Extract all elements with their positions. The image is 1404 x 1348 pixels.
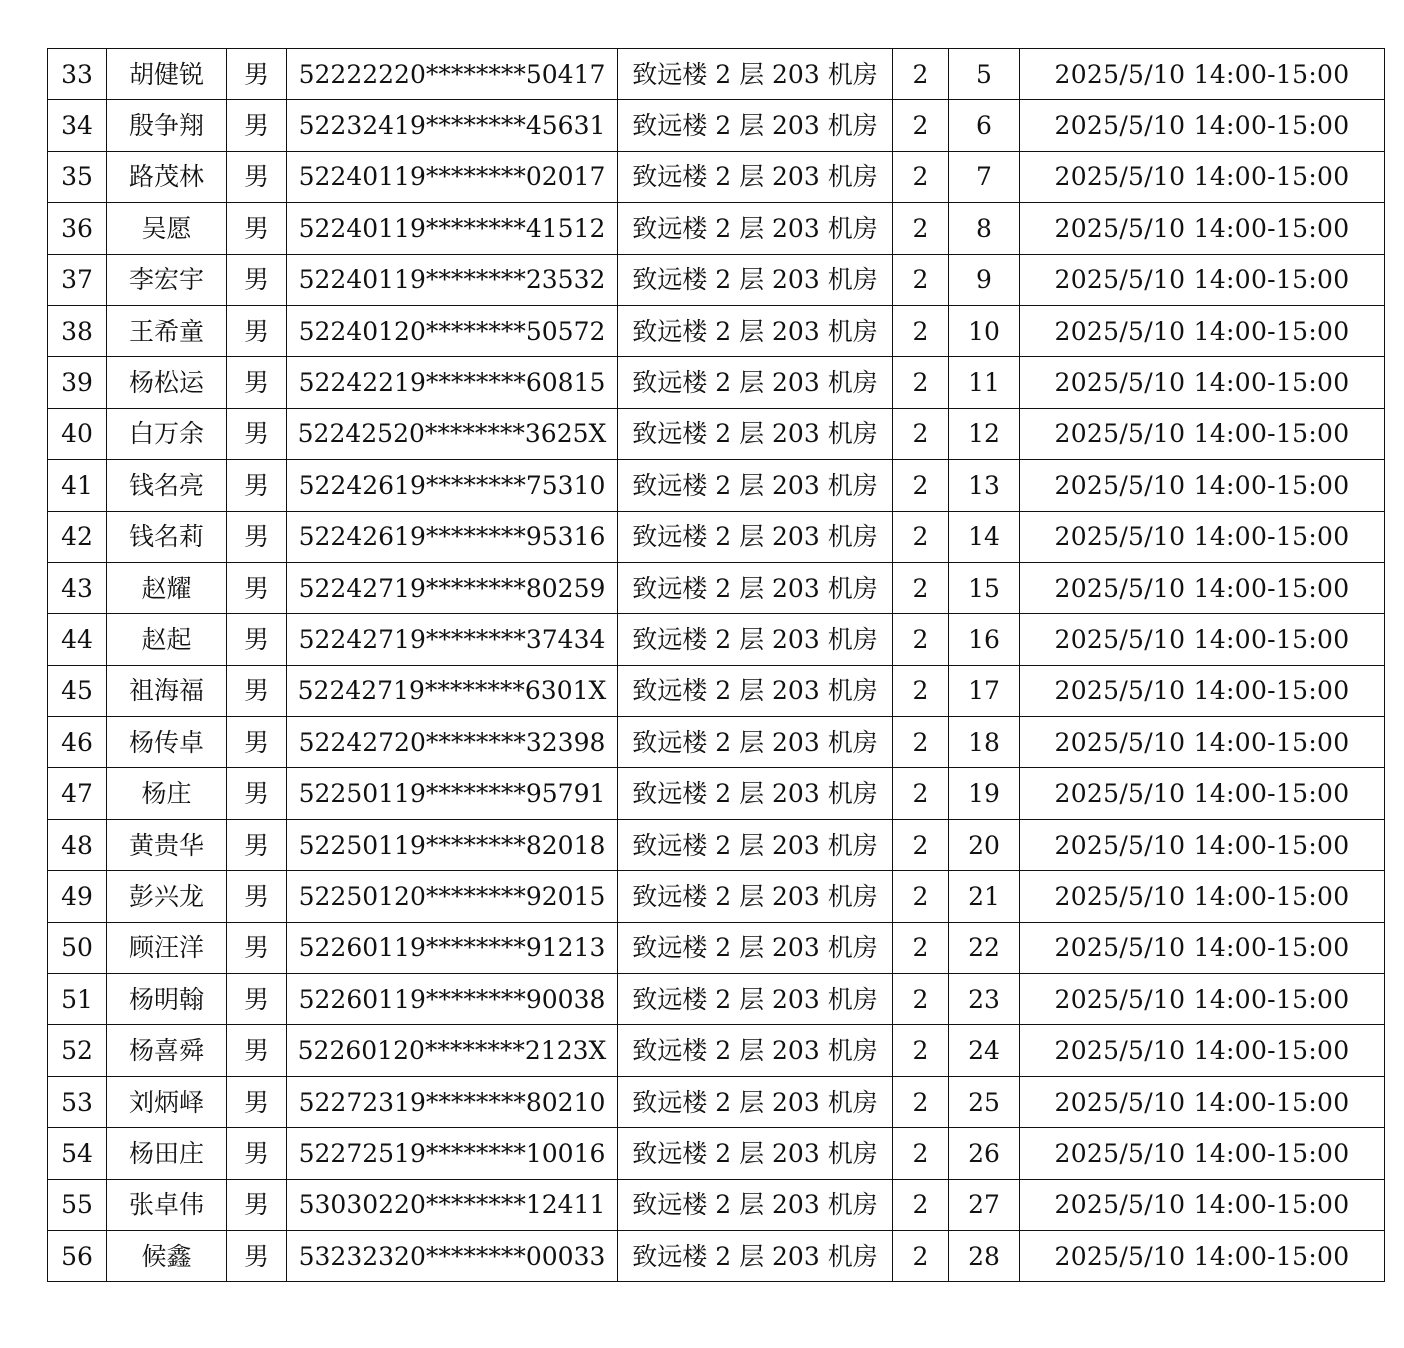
- exam-time-cell: 2025/5/10 14:00-15:00: [1020, 1230, 1385, 1281]
- seat-number-cell: 19: [949, 768, 1020, 819]
- exam-location-cell: 致远楼 2 层 203 机房: [618, 100, 893, 151]
- row-number-cell: 47: [48, 768, 107, 819]
- table-row: [48, 1179, 1385, 1230]
- name-cell: 杨传卓: [107, 717, 227, 768]
- seat-number-cell: 6: [949, 100, 1020, 151]
- exam-location-cell: 致远楼 2 层 203 机房: [618, 408, 893, 459]
- exam-location-cell: 致远楼 2 层 203 机房: [618, 1179, 893, 1230]
- row-number-cell: 51: [48, 974, 107, 1025]
- gender-cell: 男: [227, 922, 287, 973]
- exam-time-cell: 2025/5/10 14:00-15:00: [1020, 768, 1385, 819]
- exam-time-cell: 2025/5/10 14:00-15:00: [1020, 871, 1385, 922]
- seat-number-cell: 20: [949, 819, 1020, 870]
- room-cell: 2: [893, 151, 949, 202]
- gender-cell: 男: [227, 819, 287, 870]
- seat-number-cell: 26: [949, 1128, 1020, 1179]
- row-number-cell: 35: [48, 151, 107, 202]
- exam-time-cell: 2025/5/10 14:00-15:00: [1020, 511, 1385, 562]
- exam-location-cell: 致远楼 2 层 203 机房: [618, 871, 893, 922]
- name-cell: 钱名亮: [107, 460, 227, 511]
- table-row: [48, 49, 1385, 100]
- exam-time-cell: 2025/5/10 14:00-15:00: [1020, 460, 1385, 511]
- exam-location-cell: 致远楼 2 层 203 机房: [618, 203, 893, 254]
- table-row: [48, 1230, 1385, 1281]
- gender-cell: 男: [227, 768, 287, 819]
- gender-cell: 男: [227, 100, 287, 151]
- exam-location-cell: 致远楼 2 层 203 机房: [618, 562, 893, 613]
- seat-number-cell: 14: [949, 511, 1020, 562]
- row-number-cell: 34: [48, 100, 107, 151]
- room-cell: 2: [893, 871, 949, 922]
- gender-cell: 男: [227, 1128, 287, 1179]
- exam-time-cell: 2025/5/10 14:00-15:00: [1020, 408, 1385, 459]
- seat-number-cell: 25: [949, 1076, 1020, 1127]
- exam-time-cell: 2025/5/10 14:00-15:00: [1020, 1025, 1385, 1076]
- table-row: [48, 203, 1385, 254]
- room-cell: 2: [893, 511, 949, 562]
- seat-number-cell: 9: [949, 254, 1020, 305]
- room-cell: 2: [893, 1076, 949, 1127]
- name-cell: 赵耀: [107, 562, 227, 613]
- name-cell: 赵起: [107, 614, 227, 665]
- gender-cell: 男: [227, 562, 287, 613]
- seat-number-cell: 17: [949, 665, 1020, 716]
- room-cell: 2: [893, 922, 949, 973]
- exam-location-cell: 致远楼 2 层 203 机房: [618, 768, 893, 819]
- exam-time-cell: 2025/5/10 14:00-15:00: [1020, 717, 1385, 768]
- table-row: [48, 460, 1385, 511]
- exam-time-cell: 2025/5/10 14:00-15:00: [1020, 974, 1385, 1025]
- room-cell: 2: [893, 305, 949, 356]
- seat-number-cell: 5: [949, 49, 1020, 100]
- name-cell: 候鑫: [107, 1230, 227, 1281]
- table-row: [48, 614, 1385, 665]
- row-number-cell: 40: [48, 408, 107, 459]
- table-row: [48, 922, 1385, 973]
- name-cell: 顾汪洋: [107, 922, 227, 973]
- name-cell: 王希童: [107, 305, 227, 356]
- exam-time-cell: 2025/5/10 14:00-15:00: [1020, 819, 1385, 870]
- exam-location-cell: 致远楼 2 层 203 机房: [618, 819, 893, 870]
- exam-time-cell: 2025/5/10 14:00-15:00: [1020, 922, 1385, 973]
- gender-cell: 男: [227, 974, 287, 1025]
- id-number-cell: 52242719********6301X: [287, 665, 618, 716]
- gender-cell: 男: [227, 460, 287, 511]
- row-number-cell: 46: [48, 717, 107, 768]
- table-row: [48, 408, 1385, 459]
- seat-number-cell: 22: [949, 922, 1020, 973]
- name-cell: 钱名莉: [107, 511, 227, 562]
- row-number-cell: 53: [48, 1076, 107, 1127]
- id-number-cell: 52242719********37434: [287, 614, 618, 665]
- gender-cell: 男: [227, 614, 287, 665]
- table-row: [48, 974, 1385, 1025]
- id-number-cell: 52250120********92015: [287, 871, 618, 922]
- seat-number-cell: 24: [949, 1025, 1020, 1076]
- room-cell: 2: [893, 49, 949, 100]
- exam-time-cell: 2025/5/10 14:00-15:00: [1020, 203, 1385, 254]
- seat-number-cell: 12: [949, 408, 1020, 459]
- name-cell: 杨庄: [107, 768, 227, 819]
- id-number-cell: 53030220********12411: [287, 1179, 618, 1230]
- exam-time-cell: 2025/5/10 14:00-15:00: [1020, 1076, 1385, 1127]
- seat-number-cell: 27: [949, 1179, 1020, 1230]
- seat-number-cell: 23: [949, 974, 1020, 1025]
- id-number-cell: 52260120********2123X: [287, 1025, 618, 1076]
- exam-time-cell: 2025/5/10 14:00-15:00: [1020, 305, 1385, 356]
- name-cell: 杨明翰: [107, 974, 227, 1025]
- table-row: [48, 819, 1385, 870]
- room-cell: 2: [893, 717, 949, 768]
- id-number-cell: 52260119********91213: [287, 922, 618, 973]
- table-row: [48, 1076, 1385, 1127]
- table-row: [48, 562, 1385, 613]
- id-number-cell: 52240119********41512: [287, 203, 618, 254]
- id-number-cell: 52272319********80210: [287, 1076, 618, 1127]
- row-number-cell: 45: [48, 665, 107, 716]
- exam-location-cell: 致远楼 2 层 203 机房: [618, 357, 893, 408]
- row-number-cell: 56: [48, 1230, 107, 1281]
- name-cell: 杨松运: [107, 357, 227, 408]
- name-cell: 杨田庄: [107, 1128, 227, 1179]
- exam-time-cell: 2025/5/10 14:00-15:00: [1020, 665, 1385, 716]
- row-number-cell: 38: [48, 305, 107, 356]
- gender-cell: 男: [227, 408, 287, 459]
- room-cell: 2: [893, 614, 949, 665]
- row-number-cell: 39: [48, 357, 107, 408]
- seat-number-cell: 13: [949, 460, 1020, 511]
- name-cell: 张卓伟: [107, 1179, 227, 1230]
- id-number-cell: 52242520********3625X: [287, 408, 618, 459]
- exam-location-cell: 致远楼 2 层 203 机房: [618, 922, 893, 973]
- row-number-cell: 50: [48, 922, 107, 973]
- exam-location-cell: 致远楼 2 层 203 机房: [618, 511, 893, 562]
- id-number-cell: 52242619********75310: [287, 460, 618, 511]
- room-cell: 2: [893, 1128, 949, 1179]
- exam-location-cell: 致远楼 2 层 203 机房: [618, 974, 893, 1025]
- name-cell: 吴愿: [107, 203, 227, 254]
- exam-roster-table: [47, 48, 1385, 1282]
- roster-body: [48, 49, 1385, 1282]
- room-cell: 2: [893, 665, 949, 716]
- room-cell: 2: [893, 1025, 949, 1076]
- exam-time-cell: 2025/5/10 14:00-15:00: [1020, 357, 1385, 408]
- gender-cell: 男: [227, 305, 287, 356]
- exam-location-cell: 致远楼 2 层 203 机房: [618, 1076, 893, 1127]
- row-number-cell: 54: [48, 1128, 107, 1179]
- room-cell: 2: [893, 357, 949, 408]
- table-row: [48, 768, 1385, 819]
- exam-location-cell: 致远楼 2 层 203 机房: [618, 1025, 893, 1076]
- name-cell: 彭兴龙: [107, 871, 227, 922]
- gender-cell: 男: [227, 254, 287, 305]
- exam-location-cell: 致远楼 2 层 203 机房: [618, 151, 893, 202]
- gender-cell: 男: [227, 203, 287, 254]
- table-row: [48, 100, 1385, 151]
- id-number-cell: 53232320********00033: [287, 1230, 618, 1281]
- id-number-cell: 52242219********60815: [287, 357, 618, 408]
- id-number-cell: 52242720********32398: [287, 717, 618, 768]
- gender-cell: 男: [227, 871, 287, 922]
- gender-cell: 男: [227, 717, 287, 768]
- exam-time-cell: 2025/5/10 14:00-15:00: [1020, 562, 1385, 613]
- seat-number-cell: 7: [949, 151, 1020, 202]
- row-number-cell: 43: [48, 562, 107, 613]
- row-number-cell: 52: [48, 1025, 107, 1076]
- id-number-cell: 52222220********50417: [287, 49, 618, 100]
- id-number-cell: 52240119********23532: [287, 254, 618, 305]
- name-cell: 杨喜舜: [107, 1025, 227, 1076]
- id-number-cell: 52240119********02017: [287, 151, 618, 202]
- exam-time-cell: 2025/5/10 14:00-15:00: [1020, 100, 1385, 151]
- seat-number-cell: 21: [949, 871, 1020, 922]
- id-number-cell: 52260119********90038: [287, 974, 618, 1025]
- name-cell: 黄贵华: [107, 819, 227, 870]
- gender-cell: 男: [227, 357, 287, 408]
- gender-cell: 男: [227, 1025, 287, 1076]
- gender-cell: 男: [227, 1076, 287, 1127]
- id-number-cell: 52242619********95316: [287, 511, 618, 562]
- row-number-cell: 49: [48, 871, 107, 922]
- gender-cell: 男: [227, 1230, 287, 1281]
- seat-number-cell: 8: [949, 203, 1020, 254]
- table-row: [48, 1128, 1385, 1179]
- table-row: [48, 511, 1385, 562]
- room-cell: 2: [893, 460, 949, 511]
- exam-time-cell: 2025/5/10 14:00-15:00: [1020, 151, 1385, 202]
- row-number-cell: 41: [48, 460, 107, 511]
- exam-time-cell: 2025/5/10 14:00-15:00: [1020, 254, 1385, 305]
- seat-number-cell: 10: [949, 305, 1020, 356]
- table-row: [48, 1025, 1385, 1076]
- room-cell: 2: [893, 1179, 949, 1230]
- exam-location-cell: 致远楼 2 层 203 机房: [618, 717, 893, 768]
- id-number-cell: 52272519********10016: [287, 1128, 618, 1179]
- exam-location-cell: 致远楼 2 层 203 机房: [618, 254, 893, 305]
- row-number-cell: 33: [48, 49, 107, 100]
- table-row: [48, 871, 1385, 922]
- seat-number-cell: 18: [949, 717, 1020, 768]
- gender-cell: 男: [227, 665, 287, 716]
- room-cell: 2: [893, 254, 949, 305]
- seat-number-cell: 28: [949, 1230, 1020, 1281]
- table-row: [48, 254, 1385, 305]
- room-cell: 2: [893, 974, 949, 1025]
- id-number-cell: 52250119********82018: [287, 819, 618, 870]
- room-cell: 2: [893, 562, 949, 613]
- room-cell: 2: [893, 203, 949, 254]
- name-cell: 祖海福: [107, 665, 227, 716]
- seat-number-cell: 11: [949, 357, 1020, 408]
- gender-cell: 男: [227, 511, 287, 562]
- row-number-cell: 44: [48, 614, 107, 665]
- exam-time-cell: 2025/5/10 14:00-15:00: [1020, 1128, 1385, 1179]
- exam-location-cell: 致远楼 2 层 203 机房: [618, 1128, 893, 1179]
- room-cell: 2: [893, 1230, 949, 1281]
- exam-location-cell: 致远楼 2 层 203 机房: [618, 614, 893, 665]
- name-cell: 路茂林: [107, 151, 227, 202]
- seat-number-cell: 16: [949, 614, 1020, 665]
- exam-location-cell: 致远楼 2 层 203 机房: [618, 460, 893, 511]
- name-cell: 殷争翔: [107, 100, 227, 151]
- row-number-cell: 55: [48, 1179, 107, 1230]
- row-number-cell: 37: [48, 254, 107, 305]
- id-number-cell: 52242719********80259: [287, 562, 618, 613]
- gender-cell: 男: [227, 49, 287, 100]
- gender-cell: 男: [227, 151, 287, 202]
- table-row: [48, 305, 1385, 356]
- row-number-cell: 48: [48, 819, 107, 870]
- table-row: [48, 357, 1385, 408]
- row-number-cell: 36: [48, 203, 107, 254]
- exam-time-cell: 2025/5/10 14:00-15:00: [1020, 614, 1385, 665]
- table-row: [48, 151, 1385, 202]
- exam-location-cell: 致远楼 2 层 203 机房: [618, 305, 893, 356]
- name-cell: 李宏宇: [107, 254, 227, 305]
- id-number-cell: 52232419********45631: [287, 100, 618, 151]
- exam-location-cell: 致远楼 2 层 203 机房: [618, 49, 893, 100]
- table-row: [48, 665, 1385, 716]
- seat-number-cell: 15: [949, 562, 1020, 613]
- name-cell: 胡健锐: [107, 49, 227, 100]
- room-cell: 2: [893, 100, 949, 151]
- row-number-cell: 42: [48, 511, 107, 562]
- gender-cell: 男: [227, 1179, 287, 1230]
- table-row: [48, 717, 1385, 768]
- exam-time-cell: 2025/5/10 14:00-15:00: [1020, 1179, 1385, 1230]
- room-cell: 2: [893, 768, 949, 819]
- id-number-cell: 52250119********95791: [287, 768, 618, 819]
- name-cell: 白万余: [107, 408, 227, 459]
- exam-location-cell: 致远楼 2 层 203 机房: [618, 665, 893, 716]
- room-cell: 2: [893, 819, 949, 870]
- id-number-cell: 52240120********50572: [287, 305, 618, 356]
- name-cell: 刘炳峄: [107, 1076, 227, 1127]
- exam-location-cell: 致远楼 2 层 203 机房: [618, 1230, 893, 1281]
- exam-time-cell: 2025/5/10 14:00-15:00: [1020, 49, 1385, 100]
- room-cell: 2: [893, 408, 949, 459]
